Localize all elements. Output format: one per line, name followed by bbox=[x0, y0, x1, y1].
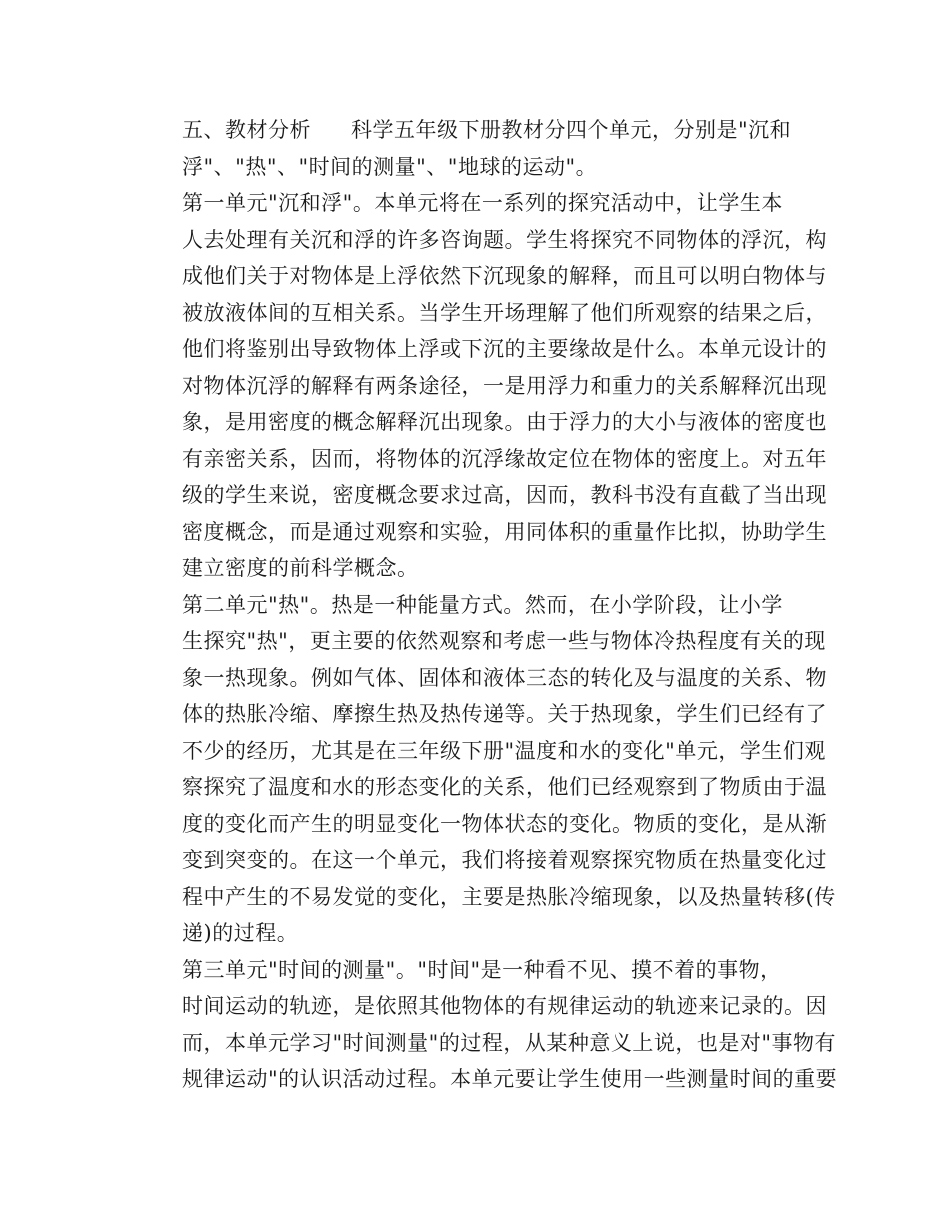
paragraph-unit-one bbox=[140, 185, 827, 587]
paragraph-textbook-analysis bbox=[140, 112, 812, 185]
text-line: 度的变化而产生的明显变化一物体状态的变化。物质的变化，是从渐 bbox=[182, 811, 827, 836]
text-line: 人去处理有关沉和浮的许多咨询题。学生将探究不同物体的浮沉，构 bbox=[182, 227, 827, 252]
text-line: 察探究了温度和水的形态变化的关系，他们已经观察到了物质由于温 bbox=[182, 775, 827, 799]
text-line: 体的热胀冷缩、摩擦生热及热传递等。关于热现象，学生们已经有了 bbox=[182, 702, 827, 726]
text-line: 变到突变的。在这一个单元，我们将接着观察探究物质在热量变化过 bbox=[182, 848, 827, 872]
text-line: 他们将鉴别出导致物体上浮或下沉的主要缘故是什么。本单元设计的 bbox=[182, 337, 827, 361]
text-line: 第三单元"时间的测量"。"时间"是一种看不见、摸不着的事物， bbox=[182, 957, 782, 982]
text-line-content: 科学五年级下册教材分四个单元，分别是"沉和 bbox=[351, 118, 792, 142]
text-line: 密度概念，而是通过观察和实验，用同体积的重量作比拟，协助学生 bbox=[182, 519, 827, 544]
text-line: 第一单元"沉和浮"。本单元将在一系列的探究活动中，让学生本 bbox=[182, 191, 783, 215]
text-line: 有亲密关系，因而，将物体的沉浮缘故定位在物体的密度上。对五年 bbox=[182, 446, 827, 471]
text-line: 时间运动的轨迹，是依照其他物体的有规律运动的轨迹来记录的。因 bbox=[182, 994, 827, 1018]
text-line: 不少的经历，尤其是在三年级下册"温度和水的变化"单元，学生们观 bbox=[182, 738, 826, 763]
section-heading: 五、教材分析 bbox=[182, 118, 311, 142]
text-line: 象一热现象。例如气体、固体和液体三态的转化及与温度的关系、物 bbox=[182, 665, 827, 690]
text-line: 而，本单元学习"时间测量"的过程，从某种意义上说，也是对"事物有 bbox=[182, 1030, 836, 1055]
text-line: 成他们关于对物体是上浮依然下沉现象的解释，而且可以明白物体与 bbox=[182, 264, 827, 288]
text-line: 象，是用密度的概念解释沉出现象。由于浮力的大小与液体的密度也 bbox=[182, 410, 827, 434]
text-line: 生探究"热"，更主要的依然观察和考虑一些与物体冷热程度有关的现 bbox=[182, 629, 826, 653]
text-line bbox=[140, 112, 812, 149]
text-line: 第二单元"热"。热是一种能量方式。然而，在小学阶段，让小学 bbox=[182, 592, 783, 617]
paragraph-unit-three bbox=[140, 952, 838, 1098]
text-line: 级的学生来说，密度概念要求过高，因而，教科书没有直截了当出现 bbox=[182, 483, 827, 507]
text-line: 被放液体间的互相关系。当学生开场理解了他们所观察的结果之后， bbox=[182, 300, 827, 325]
text-line: 程中产生的不易发觉的变化，主要是热胀冷缩现象，以及热量转移(传 bbox=[182, 884, 836, 909]
document-body bbox=[140, 112, 838, 1098]
text-line: 规律运动"的认识活动过程。本单元要让学生使用一些测量时间的重要 bbox=[182, 1067, 838, 1091]
text-line: 对物体沉浮的解释有两条途径，一是用浮力和重力的关系解释沉出现 bbox=[182, 373, 827, 398]
text-line: 递)的过程。 bbox=[182, 921, 299, 945]
paragraph-unit-two bbox=[140, 587, 836, 952]
text-line: 建立密度的前科学概念。 bbox=[182, 556, 419, 580]
text-line: 浮"、"热"、"时间的测量"、"地球的运动"。 bbox=[182, 154, 598, 179]
